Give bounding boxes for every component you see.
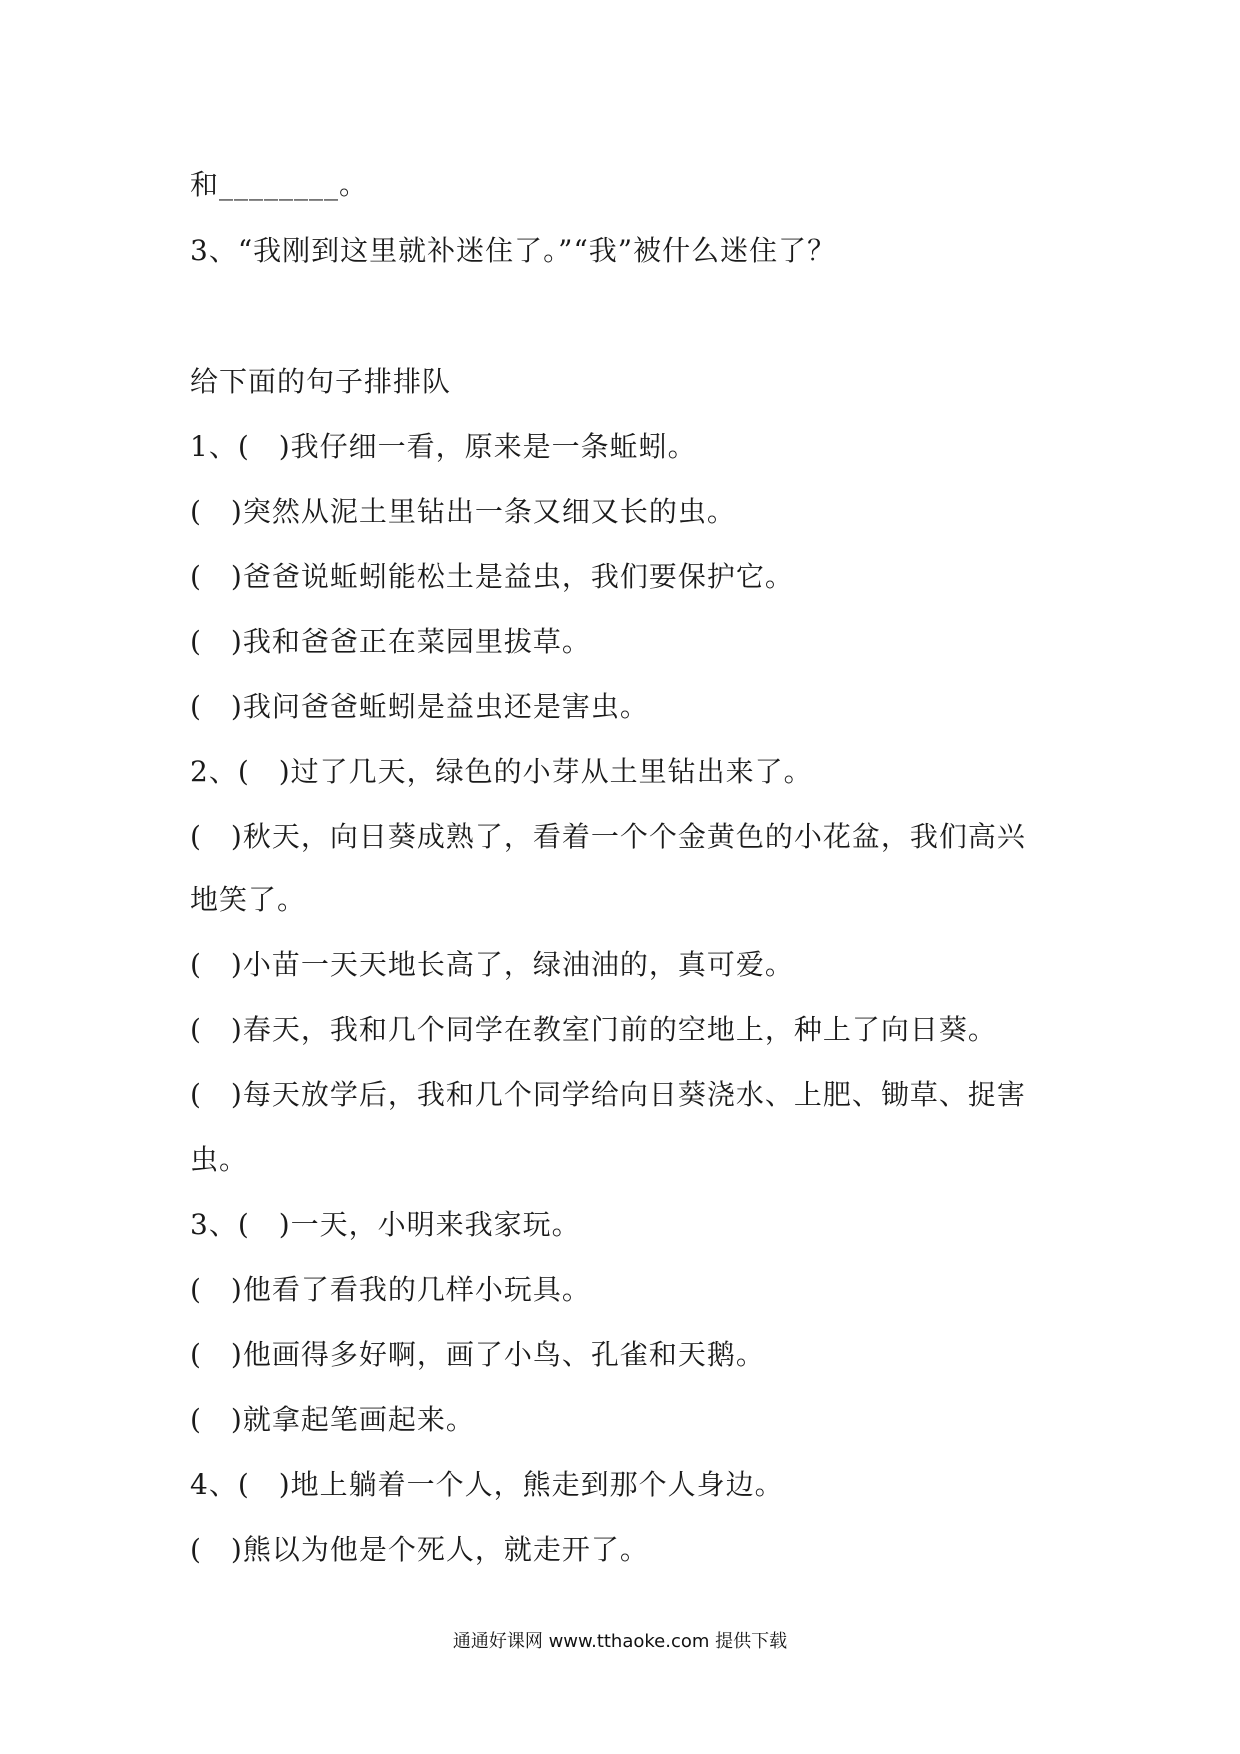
page-footer: 通通好课网 www.tthaoke.com 提供下载 — [452, 1631, 788, 1652]
group-2-item-2: ( )秋天，向日葵成熟了，看着一个个金黄色的小花盆，我们高兴 — [190, 820, 1026, 853]
question-3: 3、“我刚到这里就补迷住了。”“我”被什么迷住了？ — [190, 234, 837, 267]
answer-blank-line: 和________。 — [190, 168, 369, 201]
group-2-item-3: ( )小苗一天天地长高了，绿油油的，真可爱。 — [190, 948, 794, 981]
group-3-item-1: 3、( )一天，小明来我家玩。 — [190, 1208, 581, 1241]
group-3-item-3: ( )他画得多好啊，画了小鸟、孔雀和天鹅。 — [190, 1338, 765, 1371]
group-3-item-2: ( )他看了看我的几样小玩具。 — [190, 1273, 591, 1306]
group-4-item-2: ( )熊以为他是个死人，就走开了。 — [190, 1533, 649, 1566]
group-2-item-5: ( )每天放学后，我和几个同学给向日葵浇水、上肥、锄草、捉害 — [190, 1078, 1026, 1111]
group-2-item-2-cont: 地笑了。 — [190, 883, 307, 916]
group-1-item-1: 1、( )我仔细一看，原来是一条蚯蚓。 — [190, 430, 697, 463]
group-2-item-1: 2、( )过了几天，绿色的小芽从土里钻出来了。 — [190, 755, 813, 788]
group-1-item-5: ( )我问爸爸蚯蚓是益虫还是害虫。 — [190, 690, 649, 723]
group-1-item-3: ( )爸爸说蚯蚓能松土是益虫，我们要保护它。 — [190, 560, 794, 593]
group-2-item-5-cont: 虫。 — [190, 1143, 249, 1176]
section-title: 给下面的句子排排队 — [190, 365, 452, 398]
group-1-item-4: ( )我和爸爸正在菜园里拔草。 — [190, 625, 591, 658]
group-3-item-4: ( )就拿起笔画起来。 — [190, 1403, 475, 1436]
group-4-item-1: 4、( )地上躺着一个人，熊走到那个人身边。 — [190, 1468, 784, 1501]
group-1-item-2: ( )突然从泥土里钻出一条又细又长的虫。 — [190, 495, 736, 528]
group-2-item-4: ( )春天，我和几个同学在教室门前的空地上，种上了向日葵。 — [190, 1013, 997, 1046]
